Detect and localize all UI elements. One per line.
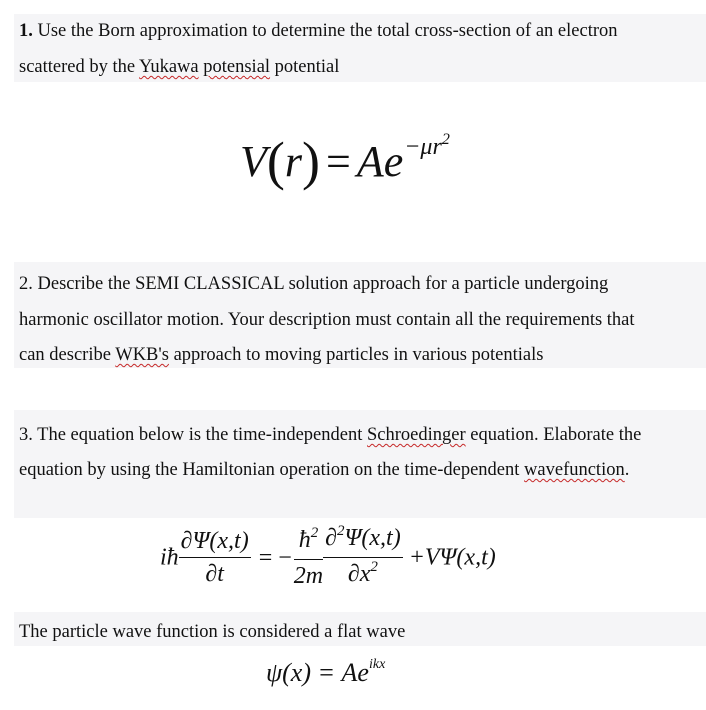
question-3-text-1b: equation. Elaborate the: [465, 425, 642, 445]
question-2-line-3: [19, 345, 543, 366]
question-1-line-2: [19, 57, 339, 78]
equation-yukawa-potential: [240, 128, 449, 202]
eq2-lhs-numerator: ∂Ψ(x,t): [179, 527, 251, 558]
question-1-text-2b: potential: [270, 57, 340, 77]
eq1-lparen: (: [266, 131, 285, 191]
spell-flag-wkbs: WKB's: [115, 345, 169, 365]
eq1-A: A: [356, 137, 384, 186]
eq1-rparen: ): [302, 131, 320, 191]
eq2-equals-minus: = −: [258, 544, 292, 571]
spell-flag-yukawa: Yukawa: [139, 57, 199, 77]
eq1-exponent: −μr: [404, 134, 442, 160]
eq2-partial: ∂: [325, 525, 337, 551]
question-2-text-1: Describe the SEMI CLASSICAL solution approach for a particle undergoing: [37, 274, 609, 294]
spell-flag-potensial: potensial: [203, 57, 271, 77]
question-1-text: Use the Born approximation to determine the total cross-section of an electron: [37, 21, 618, 41]
equation-schroedinger: [160, 524, 496, 591]
question-2-line-1: [19, 274, 608, 295]
spell-flag-wavefunction: wavefunction: [524, 460, 625, 480]
eq1-V: V: [240, 137, 267, 186]
eq1-exponent-power: 2: [441, 131, 450, 148]
eq2-lhs-fraction: [179, 527, 251, 588]
question-2-line-2: [19, 310, 635, 331]
eq3-exponent: ikx: [368, 657, 386, 672]
eq3-lhs: ψ(x) = Ae: [266, 658, 369, 687]
question-3-text-2b: .: [624, 460, 630, 480]
note-line: [19, 622, 405, 643]
eq2-psi: Ψ(x,t): [344, 525, 401, 551]
eq2-lhs-denominator: ∂t: [205, 561, 224, 587]
eq2-dx: ∂x: [347, 561, 371, 587]
question-1-text-2a: scattered by the: [19, 57, 140, 77]
eq2-potential-term: +VΨ(x,t): [408, 544, 496, 571]
question-1-line-1: [19, 21, 618, 42]
question-2-number: 2.: [19, 274, 33, 294]
eq2-ih: iħ: [160, 544, 179, 571]
eq1-e: e: [383, 137, 404, 186]
question-2-text-3b: approach to moving particles in various potentials: [168, 345, 544, 365]
note-text: The particle wave function is considered a flat wave: [19, 622, 406, 642]
eq2-dx-power: 2: [370, 559, 378, 575]
question-3-text-1a: The equation below is the time-independent: [37, 425, 367, 445]
spell-flag-schroedinger: Schroedinger: [367, 425, 466, 445]
equation-plane-wave: [266, 658, 385, 688]
question-1-number: 1.: [19, 21, 33, 41]
eq2-2m: 2m: [293, 562, 324, 589]
eq2-hbar: ħ: [298, 526, 311, 553]
question-3-text-2a: equation by using the Hamiltonian operation on the time-dependent: [19, 460, 525, 480]
question-3-number: 3.: [19, 425, 33, 445]
eq2-hbar-fraction: [294, 526, 323, 590]
question-2-text-3a: can describe: [19, 345, 116, 365]
question-3-line-2: [19, 460, 629, 481]
eq1-equals: =: [325, 137, 351, 186]
eq2-partial-power: 2: [337, 523, 345, 539]
question-2-text-2: harmonic oscillator motion. Your description must contain all the requirements that: [19, 310, 635, 330]
question-3-line-1: [19, 425, 641, 446]
eq2-second-derivative-fraction: [323, 524, 403, 591]
eq1-r: r: [284, 137, 302, 186]
eq2-hbar-power: 2: [310, 524, 319, 541]
